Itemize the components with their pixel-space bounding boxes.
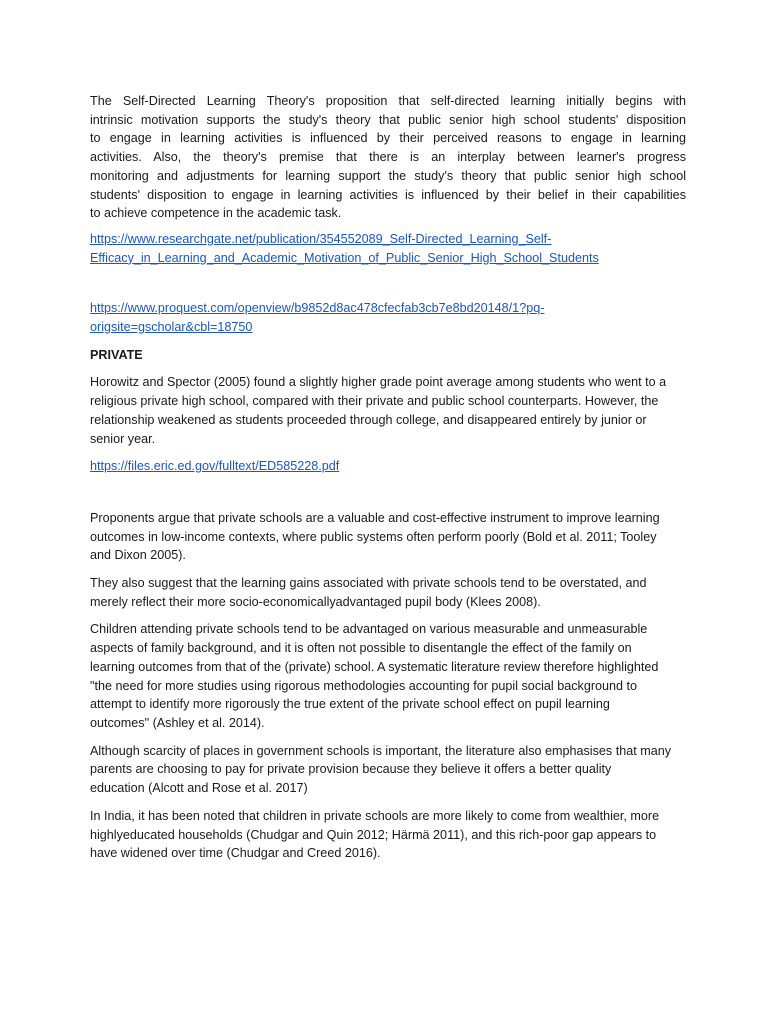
- text-line: The Self-Directed Learning Theory's proposition that self-directed learning initially begins with: [90, 94, 686, 108]
- text-line: Horowitz and Spector (2005) found a slightly higher grade point average among students who went to a: [90, 375, 667, 390]
- text-line: attempt to identify more rigorously the true extent of the private school effect on pupil learning: [90, 697, 610, 712]
- text-line: outcomes in low-income contexts, where public systems often perform poorly (Bold et al. 2011; Tooley: [90, 529, 657, 544]
- link-line[interactable]: https://files.eric.ed.gov/fulltext/ED585228.pdf: [90, 459, 340, 474]
- text-line: parents are choosing to pay for private provision because they believe it offers a better quality: [90, 762, 612, 777]
- paragraph-scarcity: [90, 742, 686, 798]
- link-line[interactable]: https://www.researchgate.net/publication/354552089_Self-Directed_Learning_Self-: [90, 231, 552, 246]
- paragraph-proponents: [90, 509, 686, 565]
- paragraph-india: [90, 807, 686, 863]
- paragraph-horowitz-spector: [90, 373, 686, 448]
- text-line: religious private high school, compared with their private and public school counterparts. However, the: [90, 394, 659, 409]
- text-line: highlyeducated households (Chudgar and Quin 2012; Härmä 2011), and this rich-poor gap appears to: [90, 827, 657, 842]
- paragraph-children-attending: [90, 620, 686, 732]
- text-line: activities. Also, the theory's premise that there is an interplay between learner's progress: [90, 150, 686, 165]
- text-line: students' disposition to engage in learning activities is influenced by their belief in their capabilities: [90, 187, 686, 202]
- text-line: monitoring and adjustments for learning support the study's theory that public senior high school: [90, 168, 686, 183]
- text-line: aspects of family background, and it is often not possible to disentangle the effect of the family on: [90, 641, 632, 656]
- text-line: They also suggest that the learning gains associated with private schools tend to be overstated, and: [90, 576, 647, 591]
- paragraph-self-directed-learning: [90, 92, 686, 223]
- text-line: and Dixon 2005).: [90, 548, 186, 563]
- text-line: intrinsic motivation supports the study's theory that public senior high school students' disposition: [90, 112, 686, 127]
- eric-link[interactable]: [90, 457, 686, 476]
- text-line: have widened over time (Chudgar and Creed 2016).: [90, 846, 381, 861]
- link-line[interactable]: origsite=gscholar&cbl=18750: [90, 320, 253, 335]
- link-line[interactable]: https://www.proquest.com/openview/b9852d8ac478cfecfab3cb7e8bd20148/1?pq-: [90, 301, 545, 316]
- text-line: education (Alcott and Rose et al. 2017): [90, 781, 308, 796]
- text-line: In India, it has been noted that children in private schools are more likely to come from wealthier, more: [90, 808, 660, 823]
- text-line: Although scarcity of places in government schools is important, the literature also emphasises that many: [90, 743, 671, 758]
- researchgate-link[interactable]: [90, 230, 686, 267]
- text-line: Children attending private schools tend to be advantaged on various measurable and unmeasurable: [90, 622, 648, 637]
- text-line: to engage in learning activities is influenced by their perceived reasons to engage in learning: [90, 131, 686, 146]
- text-line: relationship weakened as students proceeded through college, and disappeared entirely by junior or: [90, 412, 647, 427]
- paragraph-learning-gains: [90, 574, 686, 611]
- text-line: senior year.: [90, 431, 156, 446]
- text-line: to achieve competence in the academic task.: [90, 206, 342, 221]
- heading-text: PRIVATE: [90, 347, 143, 362]
- text-line: Proponents argue that private schools are a valuable and cost-effective instrument to improve learning: [90, 510, 660, 525]
- text-line: merely reflect their more socio-economicallyadvantaged pupil body (Klees 2008).: [90, 594, 541, 609]
- text-line: outcomes" (Ashley et al. 2014).: [90, 715, 265, 730]
- document-page: [90, 92, 686, 863]
- proquest-link[interactable]: [90, 299, 686, 336]
- section-heading-private: [90, 346, 686, 365]
- text-line: "the need for more studies using rigorous methodologies accounting for pupil social background to: [90, 678, 638, 693]
- text-line: learning outcomes from that of the (private) school. A systematic literature review therefore highlighted: [90, 659, 659, 674]
- link-line[interactable]: Efficacy_in_Learning_and_Academic_Motivation_of_Public_Senior_High_School_Students: [90, 250, 599, 265]
